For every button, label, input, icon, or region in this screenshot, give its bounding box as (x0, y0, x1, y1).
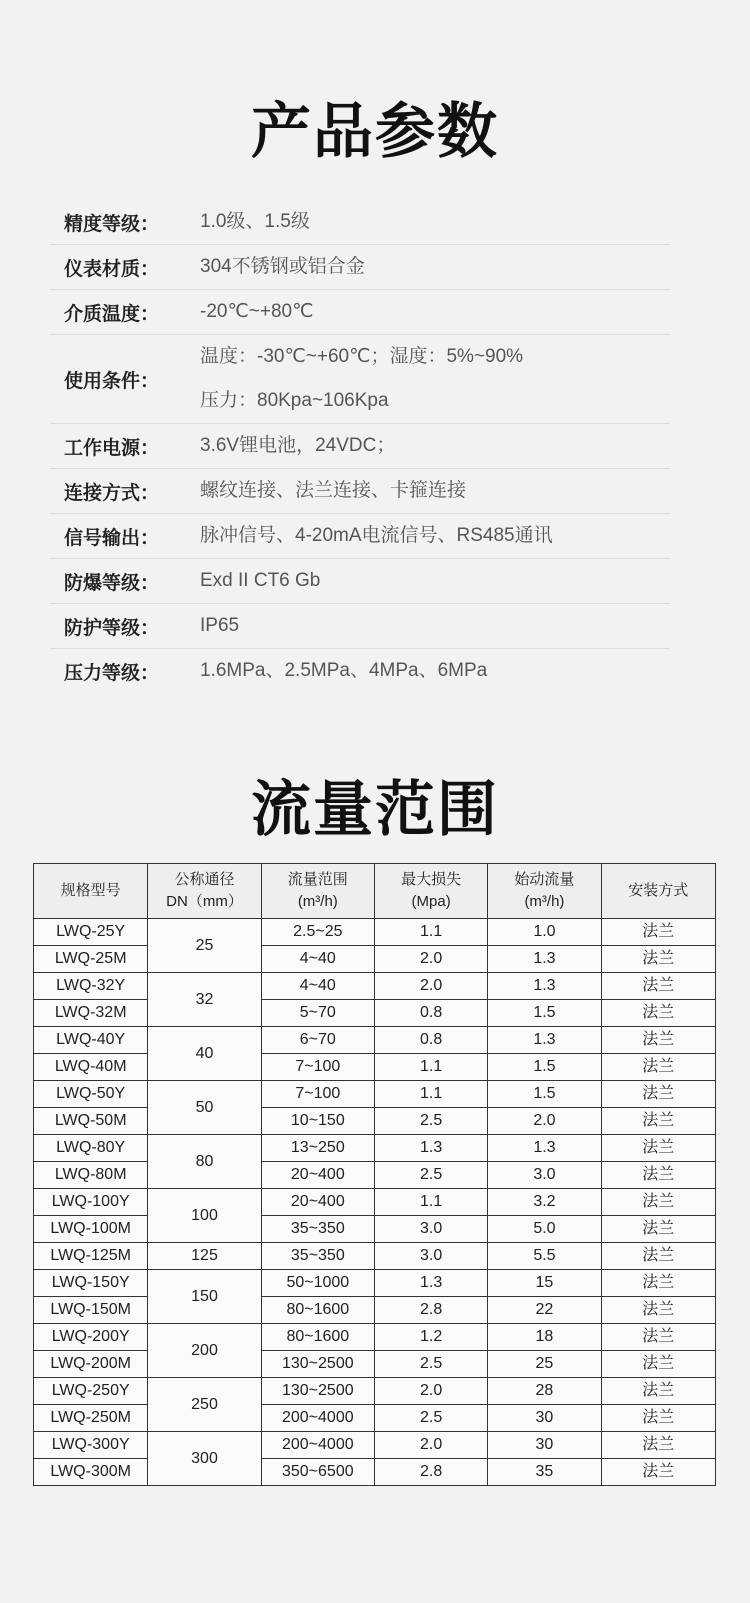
start-flow-cell: 1.0 (488, 919, 601, 946)
start-flow-cell: 1.3 (488, 973, 601, 1000)
column-header (34, 864, 148, 919)
flow-range-cell: 6~70 (261, 1027, 374, 1054)
dn-cell: 150 (148, 1270, 261, 1324)
start-flow-cell: 25 (488, 1351, 601, 1378)
model-cell: LWQ-150M (34, 1297, 148, 1324)
param-values (200, 604, 670, 648)
model-cell: LWQ-32Y (34, 973, 148, 1000)
table-row (34, 1270, 716, 1297)
param-value: 3.6V锂电池，24VDC； (200, 435, 396, 456)
model-cell: LWQ-40Y (34, 1027, 148, 1054)
start-flow-cell: 1.5 (488, 1081, 601, 1108)
flow-range-cell: 20~400 (261, 1189, 374, 1216)
param-value: -20℃~+80℃ (200, 301, 314, 322)
column-header-line: DN（mm） (166, 893, 243, 910)
table-row (34, 1027, 716, 1054)
max-loss-cell: 3.0 (374, 1243, 487, 1270)
flow-range-cell: 130~2500 (261, 1378, 374, 1405)
table-body (34, 919, 716, 1486)
start-flow-cell: 5.0 (488, 1216, 601, 1243)
install-method-cell: 法兰 (601, 1081, 715, 1108)
install-method-cell: 法兰 (601, 1378, 715, 1405)
flow-range-title: 流量范围 (251, 775, 499, 845)
max-loss-cell: 1.1 (374, 919, 487, 946)
install-method-cell: 法兰 (601, 1135, 715, 1162)
model-cell: LWQ-200Y (34, 1324, 148, 1351)
param-row (50, 469, 670, 514)
max-loss-cell: 1.1 (374, 1054, 487, 1081)
flow-range-cell: 35~350 (261, 1243, 374, 1270)
start-flow-cell: 35 (488, 1459, 601, 1486)
install-method-cell: 法兰 (601, 1324, 715, 1351)
flow-range-cell: 200~4000 (261, 1405, 374, 1432)
param-values (200, 559, 670, 603)
column-header (374, 864, 487, 919)
install-method-cell: 法兰 (601, 1000, 715, 1027)
install-method-cell: 法兰 (601, 1432, 715, 1459)
max-loss-cell: 2.5 (374, 1162, 487, 1189)
flow-range-cell: 20~400 (261, 1162, 374, 1189)
param-label: 工作电源： (64, 437, 160, 459)
install-method-cell: 法兰 (601, 1405, 715, 1432)
start-flow-cell: 30 (488, 1405, 601, 1432)
column-header-line: (Mpa) (411, 893, 451, 910)
param-label: 仪表材质： (64, 258, 160, 280)
model-cell: LWQ-50M (34, 1108, 148, 1135)
start-flow-cell: 30 (488, 1432, 601, 1459)
column-header-line: 规格型号 (60, 882, 121, 899)
max-loss-cell: 2.5 (374, 1108, 487, 1135)
table-row (34, 1432, 716, 1459)
table-row (34, 946, 716, 973)
table-header-row (34, 864, 716, 919)
param-value: Exd II CT6 Gb (200, 570, 321, 591)
column-header (148, 864, 261, 919)
start-flow-cell: 18 (488, 1324, 601, 1351)
param-values (200, 424, 670, 468)
param-row (50, 424, 670, 469)
install-method-cell: 法兰 (601, 1189, 715, 1216)
param-value: IP65 (200, 615, 240, 636)
install-method-cell: 法兰 (601, 1459, 715, 1486)
start-flow-cell: 1.3 (488, 1027, 601, 1054)
param-value: 螺纹连接、法兰连接、卡箍连接 (200, 480, 467, 501)
param-label: 精度等级： (64, 213, 160, 235)
model-cell: LWQ-50Y (34, 1081, 148, 1108)
flow-range-cell: 7~100 (261, 1054, 374, 1081)
param-label: 介质温度： (64, 303, 160, 325)
max-loss-cell: 1.2 (374, 1324, 487, 1351)
max-loss-cell: 2.0 (374, 1432, 487, 1459)
dn-cell: 80 (148, 1135, 261, 1189)
model-cell: LWQ-200M (34, 1351, 148, 1378)
param-row (50, 514, 670, 559)
model-cell: LWQ-32M (34, 1000, 148, 1027)
flow-range-cell: 10~150 (261, 1108, 374, 1135)
model-cell: LWQ-25Y (34, 919, 148, 946)
model-cell: LWQ-100Y (34, 1189, 148, 1216)
start-flow-cell: 2.0 (488, 1108, 601, 1135)
start-flow-cell: 22 (488, 1297, 601, 1324)
install-method-cell: 法兰 (601, 919, 715, 946)
table-row (34, 1405, 716, 1432)
start-flow-cell: 3.0 (488, 1162, 601, 1189)
flow-range-cell: 5~70 (261, 1000, 374, 1027)
column-header-line: 始动流量 (514, 871, 575, 888)
table-row (34, 1378, 716, 1405)
start-flow-cell: 3.2 (488, 1189, 601, 1216)
model-cell: LWQ-40M (34, 1054, 148, 1081)
max-loss-cell: 2.5 (374, 1405, 487, 1432)
max-loss-cell: 0.8 (374, 1000, 487, 1027)
dn-cell: 32 (148, 973, 261, 1027)
param-values (200, 469, 670, 513)
param-values (200, 335, 670, 423)
table-row (34, 1162, 716, 1189)
max-loss-cell: 1.3 (374, 1135, 487, 1162)
install-method-cell: 法兰 (601, 946, 715, 973)
dn-cell: 100 (148, 1189, 261, 1243)
param-row (50, 290, 670, 335)
param-values (200, 649, 670, 693)
model-cell: LWQ-80M (34, 1162, 148, 1189)
install-method-cell: 法兰 (601, 1216, 715, 1243)
flow-range-cell: 200~4000 (261, 1432, 374, 1459)
max-loss-cell: 1.3 (374, 1270, 487, 1297)
install-method-cell: 法兰 (601, 1243, 715, 1270)
table-row (34, 1324, 716, 1351)
param-label: 防爆等级： (64, 572, 160, 594)
install-method-cell: 法兰 (601, 1054, 715, 1081)
table-row (34, 1216, 716, 1243)
table-row (34, 919, 716, 946)
flow-range-cell: 4~40 (261, 946, 374, 973)
param-value: 304不锈钢或铝合金 (200, 256, 365, 277)
param-label: 使用条件： (64, 370, 160, 392)
model-cell: LWQ-125M (34, 1243, 148, 1270)
column-header (601, 864, 715, 919)
install-method-cell: 法兰 (601, 1108, 715, 1135)
max-loss-cell: 2.8 (374, 1297, 487, 1324)
flow-range-cell: 35~350 (261, 1216, 374, 1243)
model-cell: LWQ-300Y (34, 1432, 148, 1459)
param-values (200, 200, 670, 244)
model-cell: LWQ-25M (34, 946, 148, 973)
max-loss-cell: 3.0 (374, 1216, 487, 1243)
dn-cell: 50 (148, 1081, 261, 1135)
max-loss-cell: 2.0 (374, 946, 487, 973)
install-method-cell: 法兰 (601, 1351, 715, 1378)
column-header-line: 安装方式 (628, 882, 689, 899)
start-flow-cell: 1.5 (488, 1054, 601, 1081)
column-header (261, 864, 374, 919)
param-value: 温度：-30℃~+60℃；湿度：5%~90% (200, 346, 524, 367)
start-flow-cell: 1.3 (488, 946, 601, 973)
start-flow-cell: 28 (488, 1378, 601, 1405)
max-loss-cell: 1.1 (374, 1189, 487, 1216)
flow-range-cell: 13~250 (261, 1135, 374, 1162)
flow-range-cell: 130~2500 (261, 1351, 374, 1378)
param-value: 压力：80Kpa~106Kpa (200, 390, 389, 411)
table-row (34, 1189, 716, 1216)
flow-range-cell: 2.5~25 (261, 919, 374, 946)
param-label: 连接方式： (64, 482, 160, 504)
dn-cell: 300 (148, 1432, 261, 1486)
start-flow-cell: 5.5 (488, 1243, 601, 1270)
dn-cell: 40 (148, 1027, 261, 1081)
column-header-line: (m³/h) (297, 893, 338, 910)
dn-cell: 200 (148, 1324, 261, 1378)
param-row (50, 604, 670, 649)
model-cell: LWQ-300M (34, 1459, 148, 1486)
param-values (200, 290, 670, 334)
param-value: 脉冲信号、4-20mA电流信号、RS485通讯 (200, 525, 553, 546)
param-list (50, 200, 670, 693)
flow-range-cell: 80~1600 (261, 1297, 374, 1324)
install-method-cell: 法兰 (601, 973, 715, 1000)
max-loss-cell: 0.8 (374, 1027, 487, 1054)
start-flow-cell: 15 (488, 1270, 601, 1297)
flow-range-cell: 50~1000 (261, 1270, 374, 1297)
table-row (34, 1459, 716, 1486)
max-loss-cell: 2.0 (374, 1378, 487, 1405)
model-cell: LWQ-100M (34, 1216, 148, 1243)
param-value: 1.0级、1.5级 (200, 211, 310, 232)
param-values (200, 514, 670, 558)
column-header-line: (m³/h) (524, 893, 565, 910)
table-row (34, 1351, 716, 1378)
flow-range-table (33, 863, 716, 1486)
dn-cell: 25 (148, 919, 261, 973)
column-header-line: 流量范围 (287, 871, 348, 888)
param-value: 1.6MPa、2.5MPa、4MPa、6MPa (200, 660, 488, 681)
max-loss-cell: 1.1 (374, 1081, 487, 1108)
dn-cell: 125 (148, 1243, 261, 1270)
param-label: 信号输出： (64, 527, 160, 549)
param-row (50, 559, 670, 604)
max-loss-cell: 2.5 (374, 1351, 487, 1378)
model-cell: LWQ-150Y (34, 1270, 148, 1297)
table-row (34, 1108, 716, 1135)
max-loss-cell: 2.0 (374, 973, 487, 1000)
param-label: 防护等级： (64, 617, 160, 639)
table-row (34, 973, 716, 1000)
dn-cell: 250 (148, 1378, 261, 1432)
param-row (50, 245, 670, 290)
column-header (488, 864, 601, 919)
model-cell: LWQ-80Y (34, 1135, 148, 1162)
param-row (50, 649, 670, 693)
param-row (50, 200, 670, 245)
install-method-cell: 法兰 (601, 1270, 715, 1297)
param-label: 压力等级： (64, 662, 160, 684)
column-header-line: 公称通径 (174, 871, 235, 888)
install-method-cell: 法兰 (601, 1027, 715, 1054)
flow-range-cell: 80~1600 (261, 1324, 374, 1351)
model-cell: LWQ-250M (34, 1405, 148, 1432)
param-row (50, 335, 670, 424)
flow-range-cell: 350~6500 (261, 1459, 374, 1486)
param-values (200, 245, 670, 289)
start-flow-cell: 1.3 (488, 1135, 601, 1162)
table-row (34, 1297, 716, 1324)
install-method-cell: 法兰 (601, 1297, 715, 1324)
table-row (34, 1054, 716, 1081)
table-row (34, 1081, 716, 1108)
column-header-line: 最大损失 (401, 871, 462, 888)
product-params-title: 产品参数 (251, 97, 499, 167)
flow-range-cell: 7~100 (261, 1081, 374, 1108)
start-flow-cell: 1.5 (488, 1000, 601, 1027)
table-row (34, 1000, 716, 1027)
install-method-cell: 法兰 (601, 1162, 715, 1189)
model-cell: LWQ-250Y (34, 1378, 148, 1405)
max-loss-cell: 2.8 (374, 1459, 487, 1486)
flow-range-cell: 4~40 (261, 973, 374, 1000)
table-row (34, 1135, 716, 1162)
table-row (34, 1243, 716, 1270)
